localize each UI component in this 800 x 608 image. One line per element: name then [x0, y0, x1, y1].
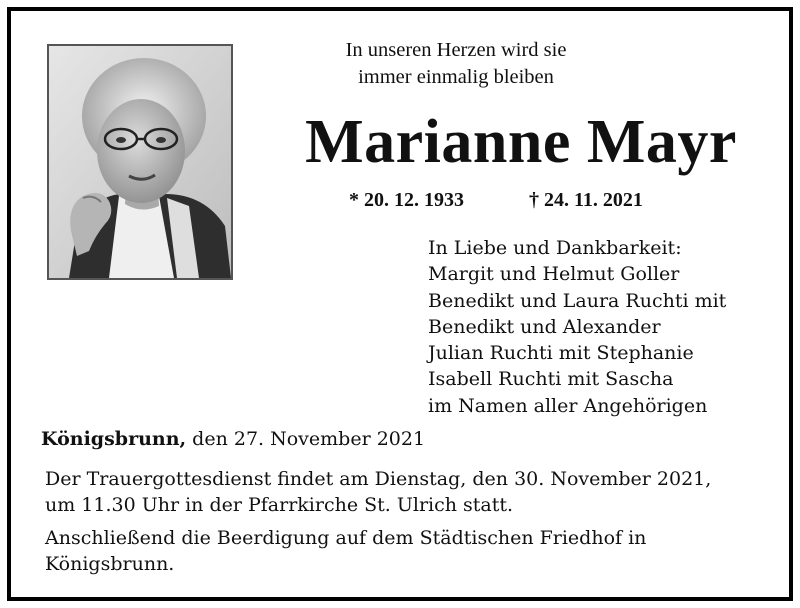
service-line: Der Trauergottesdienst findet am Dienstag, den 30. November 2021,: [45, 468, 712, 490]
burial-line: Königsbrunn.: [45, 553, 175, 575]
death-date: † 24. 11. 2021: [529, 189, 643, 211]
place: Königsbrunn,: [41, 428, 187, 450]
mourner-line: Julian Ruchti mit Stephanie: [428, 342, 694, 365]
mourner-line: Benedikt und Laura Ruchti mit: [428, 289, 727, 312]
burial-info: [45, 525, 765, 577]
mourner-line: Margit und Helmut Goller: [428, 263, 680, 286]
motto-line: In unseren Herzen wird sie: [345, 39, 567, 61]
portrait-photo: [47, 44, 233, 280]
deceased-name: Marianne Mayr: [305, 108, 737, 176]
place-date-line: [41, 426, 425, 452]
burial-line: Anschließend die Beerdigung auf dem Städtischen Friedhof in: [45, 527, 647, 549]
obituary-notice: [7, 7, 793, 601]
mourner-line: im Namen aller Angehörigen: [428, 394, 708, 417]
motto: [311, 37, 601, 91]
mourner-line: Isabell Ruchti mit Sascha: [428, 368, 674, 391]
service-line: um 11.30 Uhr in der Pfarrkirche St. Ulrich statt.: [45, 494, 514, 516]
mourner-line: In Liebe und Dankbarkeit:: [428, 237, 682, 259]
birth-date: * 20. 12. 1933: [349, 189, 464, 211]
mourner-line: Benedikt und Alexander: [428, 315, 661, 338]
mourners-list: [428, 235, 788, 419]
motto-line: immer einmalig bleiben: [358, 66, 554, 88]
portrait-image: [49, 46, 231, 278]
service-info: [45, 466, 765, 518]
date-line: den 27. November 2021: [186, 428, 426, 450]
